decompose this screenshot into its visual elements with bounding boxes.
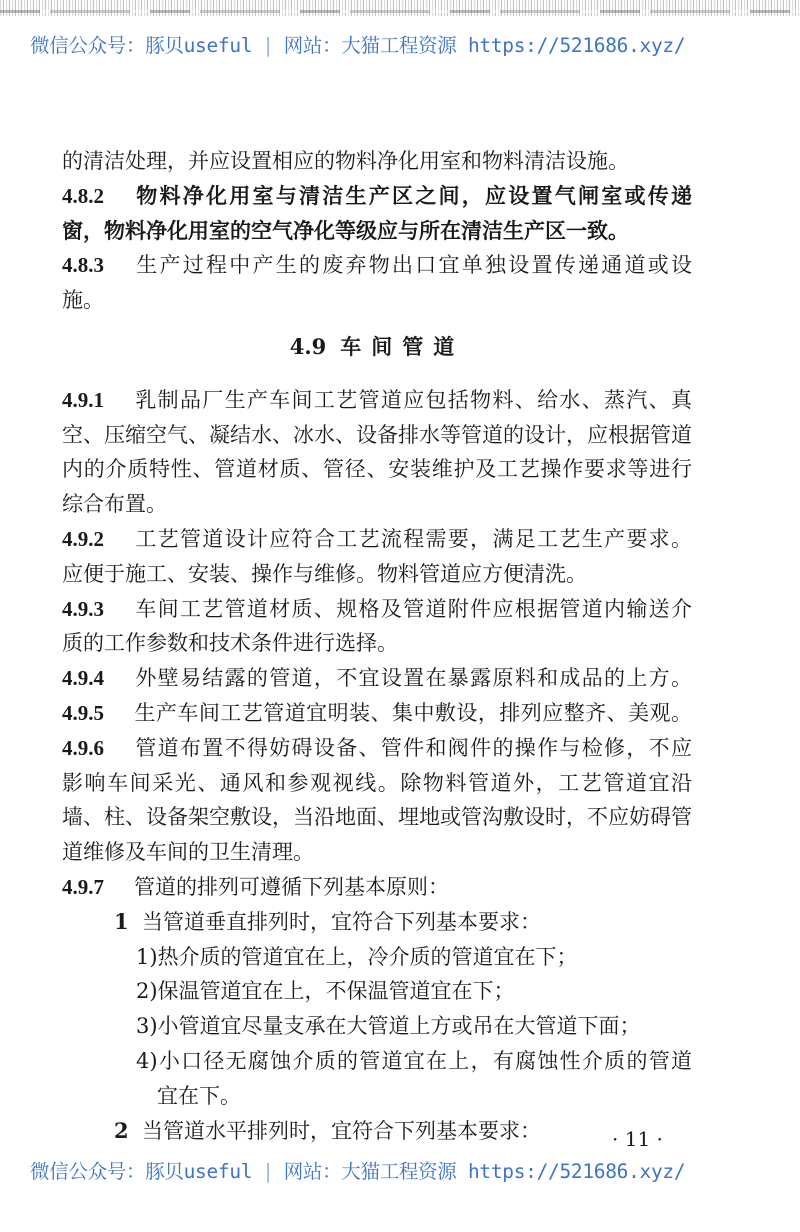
item-number: 2 [114, 1117, 129, 1143]
item-text: 当管道水平排列时，宜符合下列基本要求： [142, 1118, 541, 1143]
clause-number: 4.9.3 [62, 596, 104, 621]
text-line: 应便于施工、安装、操作与维修。物料管道应方便清洗。 [62, 561, 587, 586]
text-line: 窗，物料净化用室的空气净化等级应与所在清洁生产区一致。 [62, 217, 629, 243]
clause-4-9-3 [62, 592, 692, 627]
section-title: 车间管道 [340, 333, 465, 359]
list-item-2 [62, 1114, 692, 1149]
sub-item: 1)热介质的管道宜在上，冷介质的管道宜在下； [136, 944, 578, 969]
sub-item: 3)小管道宜尽量支承在大管道上方或吊在大管道下面； [136, 1014, 641, 1039]
text-line: 的清洁处理，并应设置相应的物料净化用室和物料清洁设施。 [62, 149, 629, 173]
clause-number: 4.9.4 [62, 666, 104, 691]
watermark-right: 网站：大猫工程资源 https://521686.xyz/ [283, 1160, 686, 1183]
watermark-right: 网站：大猫工程资源 https://521686.xyz/ [283, 34, 686, 57]
clause-4-9-7 [62, 870, 692, 905]
item-text: 当管道垂直排列时，宜符合下列基本要求： [142, 909, 541, 934]
text-line: 质的工作参数和技术条件进行选择。 [62, 631, 398, 656]
text-line: 工艺管道设计应符合工艺流程需要，满足工艺生产要求。 [134, 526, 692, 551]
text-line: 综合布置。 [62, 492, 167, 517]
clause-4-8-2 [62, 179, 692, 214]
text-line: 物料净化用室与清洁生产区之间，应设置气闸室或传递 [134, 182, 692, 208]
sub-item-continuation: 宜在下。 [157, 1083, 241, 1108]
section-heading [62, 330, 692, 365]
section-number: 4.9 [289, 333, 327, 359]
text-line: 管道的排列可遵循下列基本原则： [134, 874, 449, 899]
clause-number: 4.9.2 [62, 526, 104, 551]
text-line: 内的介质特性、管道材质、管径、安装维护及工艺操作要求等进行 [62, 457, 692, 482]
text-line: 生产车间工艺管道宜明装、集中敷设，排列应整齐、美观。 [134, 700, 692, 725]
watermark-top [30, 30, 685, 58]
text-line: 影响车间采光、通风和参观视线。除物料管道外，工艺管道宜沿 [62, 770, 692, 795]
sub-item: 4)小口径无腐蚀介质的管道宜在上，有腐蚀性介质的管道 [136, 1048, 692, 1073]
text-line: 墙、柱、设备架空敷设，当沿地面、埋地或管沟敷设时，不应妨碍管 [62, 805, 692, 830]
clause-4-9-1 [62, 383, 692, 418]
scan-noise-line [0, 10, 800, 13]
text-line: 生产过程中产生的废弃物出口宜单独设置传递通道或设 [134, 253, 692, 278]
item-number: 1 [114, 908, 129, 934]
text-line: 车间工艺管道材质、规格及管道附件应根据管道内输送介 [134, 596, 692, 621]
page-number: · 11 · [612, 1127, 663, 1151]
text-line: 外壁易结露的管道，不宜设置在暴露原料和成品的上方。 [134, 666, 692, 691]
clause-number: 4.9.5 [62, 700, 104, 725]
text-line: 空、压缩空气、凝结水、冰水、设备排水等管道的设计，应根据管道 [62, 422, 692, 447]
watermark-separator: | [262, 1160, 274, 1183]
clause-number: 4.8.2 [62, 183, 104, 208]
clause-4-9-6 [62, 731, 692, 766]
watermark-left: 微信公众号：豚贝useful [30, 1160, 253, 1183]
clause-number: 4.9.1 [62, 387, 104, 412]
clause-number: 4.9.7 [62, 874, 104, 899]
clause-4-9-2 [62, 522, 692, 557]
list-item-1 [62, 905, 692, 940]
watermark-bottom [30, 1156, 685, 1184]
watermark-separator: | [262, 34, 274, 57]
clause-4-9-5 [62, 696, 692, 731]
document-body [62, 144, 692, 1148]
clause-4-8-3 [62, 248, 692, 283]
sub-item: 2)保温管道宜在上，不保温管道宜在下； [136, 979, 515, 1004]
text-line: 施。 [62, 288, 104, 313]
clause-number: 4.8.3 [62, 253, 104, 278]
scan-noise [0, 0, 800, 16]
text-line: 道维修及车间的卫生清理。 [62, 840, 314, 865]
clause-number: 4.9.6 [62, 735, 104, 760]
watermark-left: 微信公众号：豚贝useful [30, 34, 253, 57]
text-line: 管道布置不得妨碍设备、管件和阀件的操作与检修，不应 [134, 735, 692, 760]
text-line: 乳制品厂生产车间工艺管道应包括物料、给水、蒸汽、真 [134, 387, 692, 412]
clause-4-9-4 [62, 661, 692, 696]
